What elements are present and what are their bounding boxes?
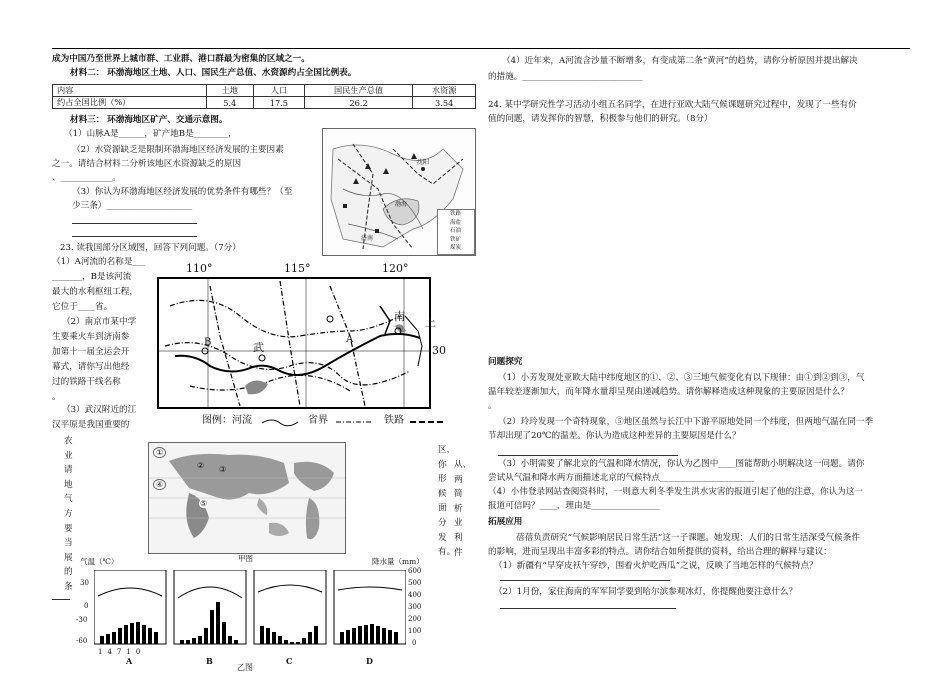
- q23-3-right-col-1: 区，你形候面分发有。: [438, 445, 456, 558]
- longitude-label: 120°: [382, 262, 409, 275]
- temp-axis-label: 气温（℃）: [80, 557, 119, 566]
- e-line-3: （1）新疆有“早穿皮袄午穿纱，围着火炉吃西瓜”之说，反映了当地怎样的气候特点？: [494, 561, 818, 571]
- world-map-caption: 甲图: [238, 554, 253, 563]
- q23-2-line-5: 过的铁路干线名称: [52, 377, 121, 387]
- q23-2-line-3: 加第十一届全运会开: [52, 347, 130, 357]
- intro-line: 成为中国乃至世界上城市群、工业群、港口群最为密集的区域之一。: [52, 54, 310, 64]
- q2-line-2: 之一。请结合材料二分析该地区水资源缺乏的原因: [52, 159, 242, 169]
- longitude-label: 110°: [186, 262, 213, 275]
- city-label-shenyang: 沈阳: [417, 159, 430, 166]
- precip-axis-label: 降水量（mm）: [372, 557, 424, 566]
- q24-line-2: 值的问题，请发挥你的智慧，积极参与他们的研究。（8分）: [488, 114, 713, 124]
- climate-chart-svg: [94, 570, 406, 646]
- q23-2-line-2: 生要乘火车到济南参: [52, 332, 130, 342]
- q23-3-line-1: （3）武汉附近的江: [62, 405, 137, 415]
- p4-line-1: （4）小伟登录网站查阅资料时，一则意大利冬季发生洪水灾害的报道引起了他的注意，你认为这一: [488, 487, 864, 497]
- q24-line-1: 24. 某中学研究性学习活动小组五名同学，在进行亚欧大陆气候课题研究过程中，发现了一些有价: [488, 100, 857, 110]
- province-symbol-icon: [334, 417, 374, 427]
- q23-1-line-3: 最大的水利枢纽工程，: [52, 287, 138, 297]
- sea-label-bohai: 渤海: [395, 201, 408, 208]
- resource-table: [52, 84, 476, 109]
- region-marker-1: ①: [153, 447, 166, 458]
- q23-2-line-1: （2）南京市某中学: [62, 317, 137, 327]
- map2-legend-river: 图例：河流: [202, 415, 252, 426]
- q3-line-2: 少三条）____________________: [72, 201, 193, 211]
- table-header-row: [53, 85, 476, 97]
- table-header: 国民生产总值: [304, 85, 413, 97]
- precip-tick: 300: [408, 603, 422, 611]
- header-rule: [52, 48, 910, 49]
- river-symbol-icon: [260, 417, 300, 427]
- region-marker-2: ②: [197, 461, 205, 470]
- world-map-svg: [149, 443, 345, 553]
- table-cell: 3.54: [413, 97, 476, 109]
- map-label-b: B: [204, 337, 212, 348]
- chart-d: [334, 570, 406, 644]
- map2-legend-province: 省界: [308, 415, 328, 426]
- q23-3-vertical-text: 农业请地气方要当展的条: [64, 436, 73, 592]
- answer-line: [500, 580, 670, 581]
- p4-line-2: 报道可信吗？____，理由是________________: [488, 501, 660, 511]
- temp-tick: 0: [84, 602, 89, 610]
- section-title-application: 拓展应用: [488, 517, 523, 527]
- longitude-label: 115°: [284, 262, 311, 275]
- chart-b: [174, 570, 246, 644]
- precip-tick: 600: [408, 567, 422, 575]
- temp-tick: 30: [80, 579, 89, 587]
- q23-2-line-6: 。: [52, 392, 61, 402]
- table-cell: 26.2: [304, 97, 413, 109]
- map-label-wuhan: 武: [253, 341, 264, 354]
- q23-2-line-4: 幕式，请你写出他经: [52, 362, 130, 372]
- p1-line-3: 。: [488, 401, 497, 411]
- china-region-map: [150, 262, 450, 432]
- e-line-1: 蓓蓓负责研究“气候影响居民日常生活”这一子课题。她发现：人们的日常生活深受气候条件: [516, 533, 860, 543]
- p2-line-1: （2）玲玲发现一个奇特现象，⑤地区虽然与长江中下游平原地处同一个纬度，但两地气温在同一季: [498, 417, 874, 427]
- precip-tick: 0: [412, 639, 417, 647]
- world-map: [148, 442, 346, 554]
- legend-item: 铁路: [450, 211, 462, 217]
- table-row: [53, 97, 476, 109]
- table-header: 土地: [206, 85, 253, 97]
- table-row-label: 约占全国比例（%）: [53, 97, 207, 109]
- latitude-label: 30: [432, 344, 446, 357]
- station-label-c: C: [286, 656, 293, 666]
- answer-line: [500, 608, 676, 609]
- table-cell: 17.5: [253, 97, 304, 109]
- q4-line-2: 的措施。____________________________: [488, 72, 643, 82]
- chart-c: [254, 570, 326, 644]
- legend-item: 煤炭: [450, 245, 462, 251]
- answer-line: [52, 599, 70, 600]
- station-label-d: D: [366, 656, 373, 666]
- precip-tick: 400: [408, 591, 422, 599]
- e-line-2: 的影响，进而呈现出丰富多彩的特点。请你结合如所提供的资料，给出合理的解释与建议：: [488, 547, 832, 557]
- temp-tick: -30: [76, 616, 88, 624]
- table-cell: 5.4: [206, 97, 253, 109]
- q23-title: 23. 读我国部分区域图，回答下列问题。（7分）: [60, 243, 241, 253]
- map-label-shanghai: 上: [425, 316, 436, 329]
- q23-1-line-2: _______，B是该河流: [52, 272, 132, 282]
- temp-tick: -60: [76, 637, 88, 645]
- map1-legend: [437, 209, 475, 255]
- chart-a: [94, 570, 166, 644]
- station-label-a: A: [126, 656, 133, 666]
- material2-text: 环渤海地区土地、人口、国民生产总值、水资源约占全国比例表。: [107, 68, 357, 78]
- q1-line: （1）山脉A是______，矿产地B是________，: [64, 129, 237, 139]
- e-line-4: （2）1月份，家住海南的军军同学要到哈尔滨参观冰灯，你提醒他要注意什么？: [494, 587, 798, 597]
- q23-3-line-2: 汉平原是我国重要的: [52, 420, 130, 430]
- material3-text: 环渤海地区矿产、交通示意图。: [107, 115, 228, 125]
- legend-item: 铁矿: [450, 236, 462, 243]
- table-header: 人口: [253, 85, 304, 97]
- map2-legend-rail: 铁路: [384, 415, 404, 426]
- map-label-nanjing: 南: [394, 310, 405, 323]
- rail-symbol-icon: [408, 417, 448, 427]
- climate-caption: 乙图: [237, 663, 253, 672]
- legend-item: 石油: [450, 228, 462, 234]
- region-marker-5: ⑤: [200, 499, 208, 508]
- material2-title: 材料二：: [70, 68, 105, 78]
- p3-line-2: 尝试从气温和降水两方面描述北京的气候特点______________________: [488, 473, 755, 483]
- section-title-inquiry: 问题探究: [488, 357, 523, 367]
- city-label-jinan: 济南: [361, 235, 374, 242]
- answer-line: [498, 455, 678, 456]
- p1-line-1: （1）小芳发现处亚欧大陆中纬度地区的①、②、③三地气候变化有以下规律：由①到②到③，气: [498, 373, 865, 383]
- bohai-region-map: [322, 128, 476, 256]
- answer-line: [72, 223, 197, 224]
- region-marker-4: ④: [153, 479, 166, 490]
- precip-tick: 200: [408, 615, 422, 623]
- climate-charts: [72, 556, 436, 671]
- q23-3-right-col-2: 从、两简析业利件: [454, 460, 472, 558]
- q2-line-1: （2）水资源缺乏是限制环渤海地区经济发展的主要因素: [72, 145, 284, 155]
- table-header: 内容: [53, 85, 207, 97]
- legend-item: 海盐: [450, 219, 462, 226]
- q23-1-line-1: （1）A河流的名称是___: [52, 257, 146, 267]
- q4-line-1: （4）近年来，A河流含沙量不断增多，有变成第二条“黄河”的趋势，请你分析原因并提出解决: [502, 56, 858, 66]
- p3-line-1: （3）小明需要了解北京的气温和降水情况，你认为乙图中____图能帮助小明解决这一问题。请你: [498, 459, 865, 469]
- p1-line-2: 温年较差逐渐加大，而年降水量却呈现由递减趋势。请你解释造成这种现象的主要原因是什么？: [488, 387, 849, 397]
- china-map-svg: [150, 276, 450, 410]
- table-header: 水资源: [413, 85, 476, 97]
- region-marker-3: ③: [219, 465, 227, 474]
- station-label-b: B: [206, 656, 213, 666]
- material2-line: [70, 68, 356, 79]
- p2-line-2: 节却出现了20℃的温差。你认为造成这种差异的主要原因是什么？: [488, 431, 741, 441]
- q3-line-1: （3）你认为环渤海地区经济发展的优势条件有哪些？（至: [72, 187, 293, 197]
- map-label-a: A: [346, 334, 354, 345]
- material3-title: 材料三：: [70, 115, 105, 125]
- month-ticks: 14710: [98, 648, 146, 656]
- precip-tick: 100: [408, 627, 422, 635]
- precip-tick: 500: [408, 579, 422, 587]
- material3-line: [70, 115, 227, 126]
- q2-line-3: 、____________。: [52, 173, 121, 183]
- q23-1-line-4: 它位于____省。: [52, 302, 113, 312]
- answer-line: [72, 236, 197, 237]
